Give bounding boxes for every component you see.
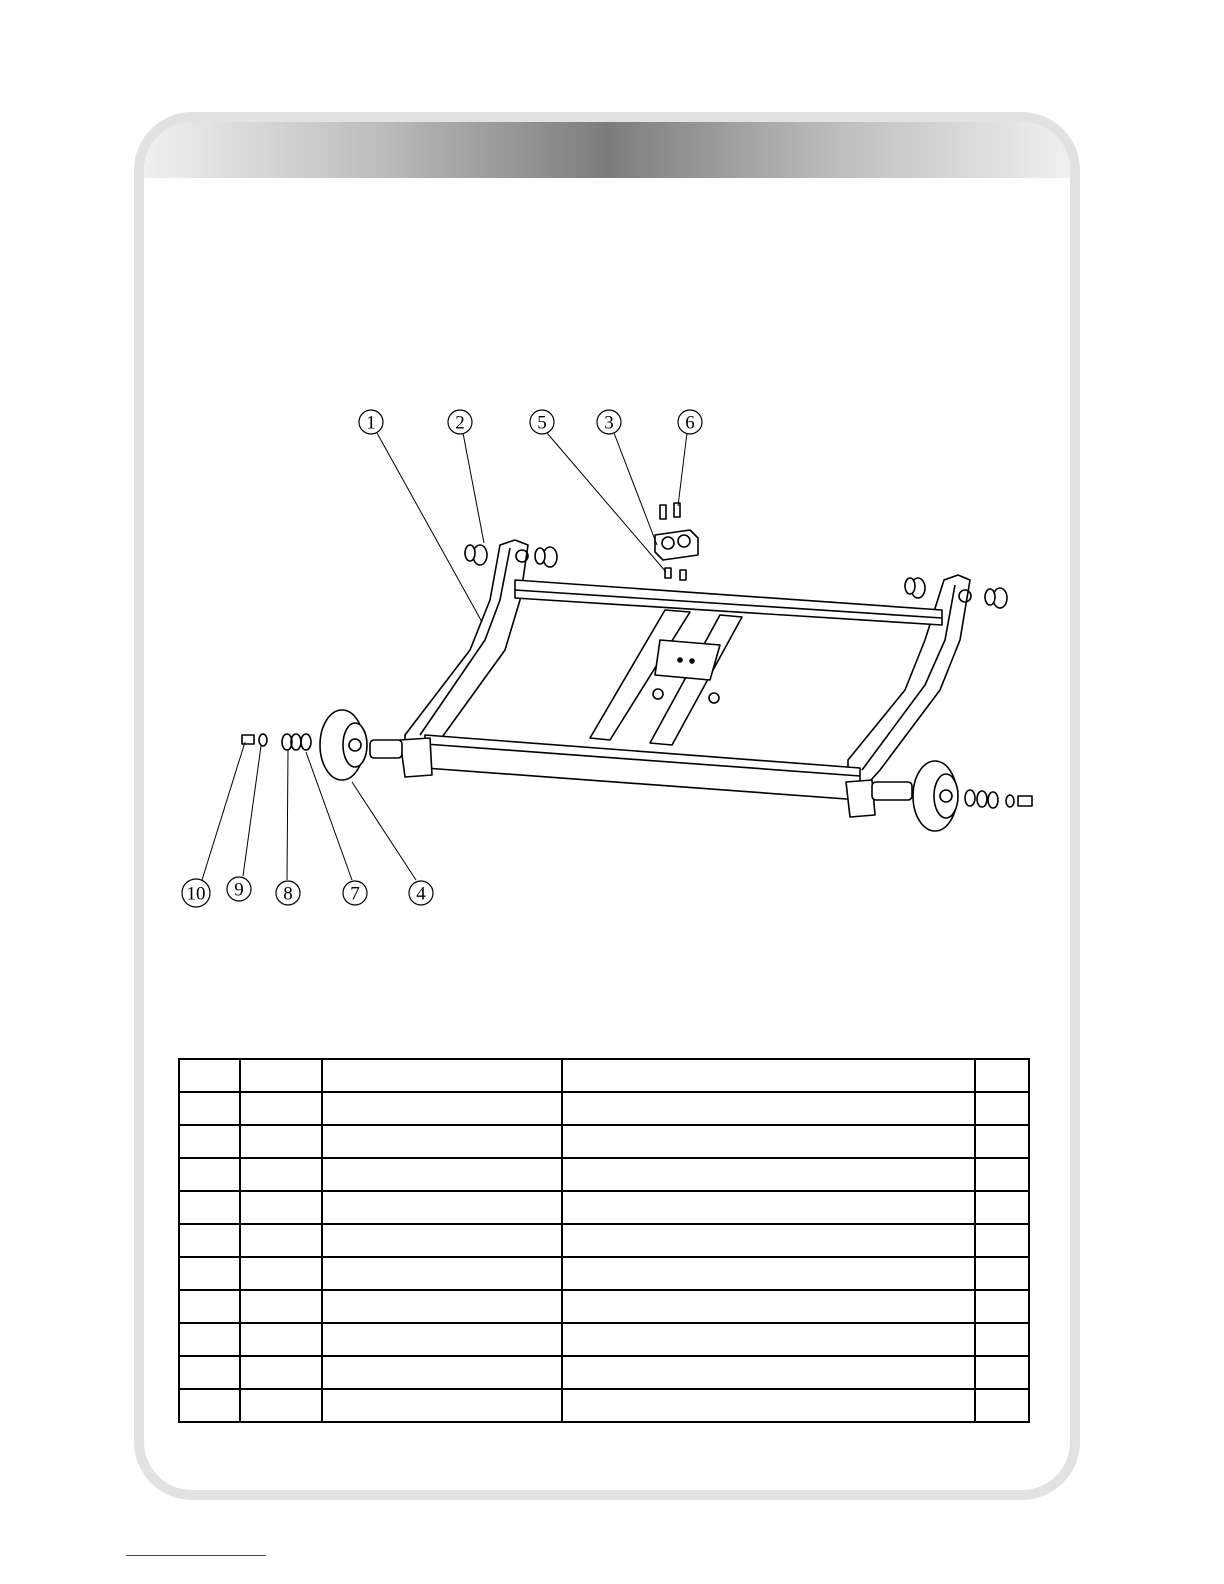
bracket — [655, 530, 698, 560]
svg-text:7: 7 — [350, 883, 360, 905]
callout-1 — [359, 410, 383, 434]
svg-text:6: 6 — [685, 412, 695, 434]
callout-6 — [678, 410, 702, 434]
callout-9 — [227, 877, 251, 901]
callout-4 — [409, 881, 433, 905]
svg-text:8: 8 — [283, 883, 293, 905]
svg-text:9: 9 — [234, 879, 244, 901]
callout-5 — [530, 410, 554, 434]
table-row — [179, 1257, 1029, 1290]
callout-10 — [182, 879, 210, 907]
table-row — [179, 1092, 1029, 1125]
svg-text:1: 1 — [366, 412, 376, 434]
parts-table — [178, 1058, 1030, 1423]
table-row — [179, 1158, 1029, 1191]
callout-2 — [448, 410, 472, 434]
svg-text:3: 3 — [604, 412, 614, 434]
table-row — [179, 1290, 1029, 1323]
table-row — [179, 1191, 1029, 1224]
svg-text:4: 4 — [416, 883, 426, 905]
footer-link-rule — [126, 1555, 266, 1556]
svg-text:5: 5 — [537, 412, 547, 434]
left-upright — [405, 540, 528, 770]
table-row — [179, 1224, 1029, 1257]
table-row — [179, 1125, 1029, 1158]
table-row — [179, 1059, 1029, 1092]
svg-text:2: 2 — [455, 412, 465, 434]
table-row — [179, 1323, 1029, 1356]
callout-8 — [276, 881, 300, 905]
bottom-crossbar — [425, 735, 860, 800]
callout-3 — [597, 410, 621, 434]
callout-7 — [343, 881, 367, 905]
table-row — [179, 1389, 1029, 1422]
table-row — [179, 1356, 1029, 1389]
svg-text:10: 10 — [186, 883, 206, 905]
